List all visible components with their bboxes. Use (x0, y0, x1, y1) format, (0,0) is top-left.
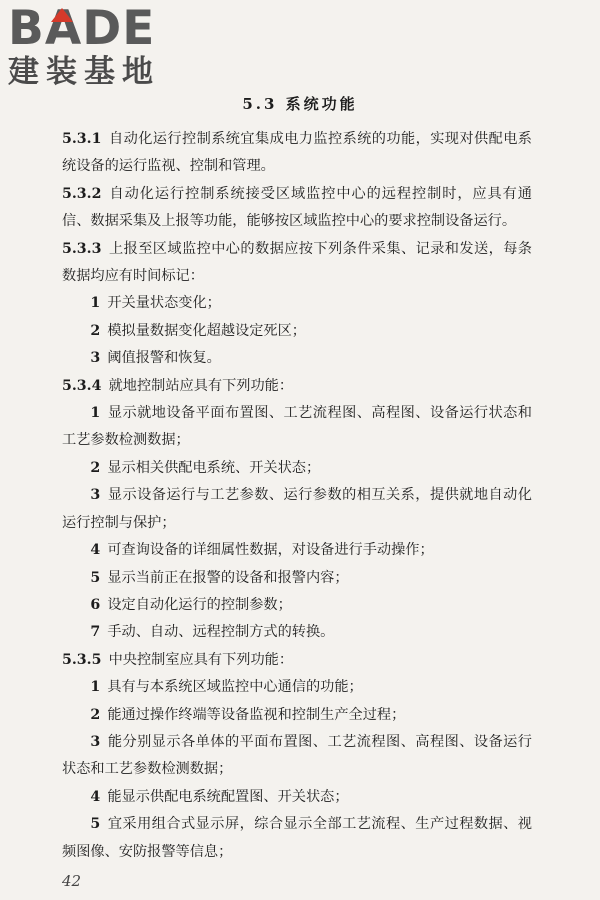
item-number: 3 (90, 350, 101, 367)
list-item (62, 290, 532, 317)
item-number: 2 (90, 322, 101, 339)
list-item (62, 729, 532, 784)
item-text: 能通过操作终端等设备监视和控制生产全过程； (107, 706, 406, 723)
item-number: 5 (90, 569, 101, 586)
item-text: 设定自动化运行的控制参数； (107, 596, 292, 613)
item-text: 能分别显示各单体的平面布置图、工艺流程图、高程图、设备运行状态和工艺参数检测数据； (62, 733, 532, 778)
clause-number: 5.3.1 (62, 131, 102, 147)
clause-text: 自动化运行控制系统接受区域监控中心的远程控制时，应具有通信、数据采集及上报等功能，能够按区域监控中心的要求控制设备运行。 (62, 185, 532, 230)
item-number: 4 (90, 788, 101, 805)
logo-subtitle: 建装基地 (8, 54, 160, 90)
section-title: 5.3 系统功能 (242, 95, 358, 113)
list-item (62, 482, 532, 537)
clause-number: 5.3.3 (62, 240, 102, 257)
item-number: 6 (90, 596, 101, 613)
logo-wordmark (8, 1, 183, 56)
item-number: 3 (90, 733, 101, 750)
item-text: 显示就地设备平面布置图、工艺流程图、高程图、设备运行状态和工艺参数检测数据； (62, 405, 532, 449)
document-body (62, 126, 532, 866)
item-text: 手动、自动、远程控制方式的转换。 (107, 624, 335, 641)
list-item (62, 455, 532, 482)
item-number: 3 (90, 487, 101, 504)
brand-logo (8, 1, 183, 96)
item-text: 显示设备运行与工艺参数、运行参数的相互关系，提供就地自动化运行控制与保护； (62, 487, 532, 531)
clause-5-3-4 (62, 373, 532, 400)
logo-letters-de: DE (82, 1, 156, 56)
item-text: 宜采用组合式显示屏，综合显示全部工艺流程、生产过程数据、视频图像、安防报警等信息； (62, 816, 532, 860)
page-number: 42 (62, 872, 82, 890)
item-text: 显示当前正在报警的设备和报警内容； (107, 569, 349, 586)
item-number: 2 (90, 706, 101, 723)
logo-letter-a: A (44, 1, 83, 56)
item-text: 具有与本系统区域监控中心通信的功能； (107, 679, 363, 696)
clause-5-3-1 (62, 126, 532, 181)
item-text: 模拟量数据变化超越设定死区； (107, 322, 306, 339)
item-number: 4 (90, 542, 101, 559)
clause-text: 自动化运行控制系统宜集成电力监控系统的功能，实现对供配电系统设备的运行监视、控制和管理。 (62, 131, 532, 175)
clause-number: 5.3.2 (62, 185, 102, 202)
item-number: 7 (90, 624, 101, 641)
clause-text: 就地控制站应具有下列功能： (108, 377, 294, 394)
item-number: 1 (90, 679, 101, 696)
item-text: 阈值报警和恢复。 (107, 350, 221, 367)
logo-letter-b: B (8, 1, 45, 56)
clause-5-3-2 (62, 181, 532, 236)
item-text: 能显示供配电系统配置图、开关状态； (107, 788, 349, 805)
list-item (62, 537, 532, 564)
list-item (62, 345, 532, 372)
item-number: 1 (90, 405, 101, 422)
item-number: 5 (90, 816, 101, 833)
clause-number: 5.3.4 (62, 377, 102, 394)
list-item (62, 400, 532, 455)
item-number: 1 (90, 295, 101, 312)
list-item (62, 619, 532, 646)
clause-number: 5.3.5 (62, 651, 102, 668)
list-item (62, 702, 532, 729)
clause-5-3-3 (62, 236, 532, 291)
list-item (62, 592, 532, 619)
list-item (62, 784, 532, 811)
item-text: 显示相关供配电系统、开关状态； (107, 459, 321, 476)
item-text: 开关量状态变化； (107, 295, 221, 312)
list-item (62, 674, 532, 701)
item-text: 可查询设备的详细属性数据，对设备进行手动操作； (107, 542, 434, 559)
clause-text: 中央控制室应具有下列功能： (108, 651, 294, 668)
clause-5-3-5 (62, 647, 532, 674)
item-number: 2 (90, 459, 101, 476)
clause-text: 上报至区域监控中心的数据应按下列条件采集、记录和发送，每条数据均应有时间标记： (62, 240, 532, 285)
list-item (62, 565, 532, 592)
list-item (62, 811, 532, 866)
list-item (62, 318, 532, 345)
